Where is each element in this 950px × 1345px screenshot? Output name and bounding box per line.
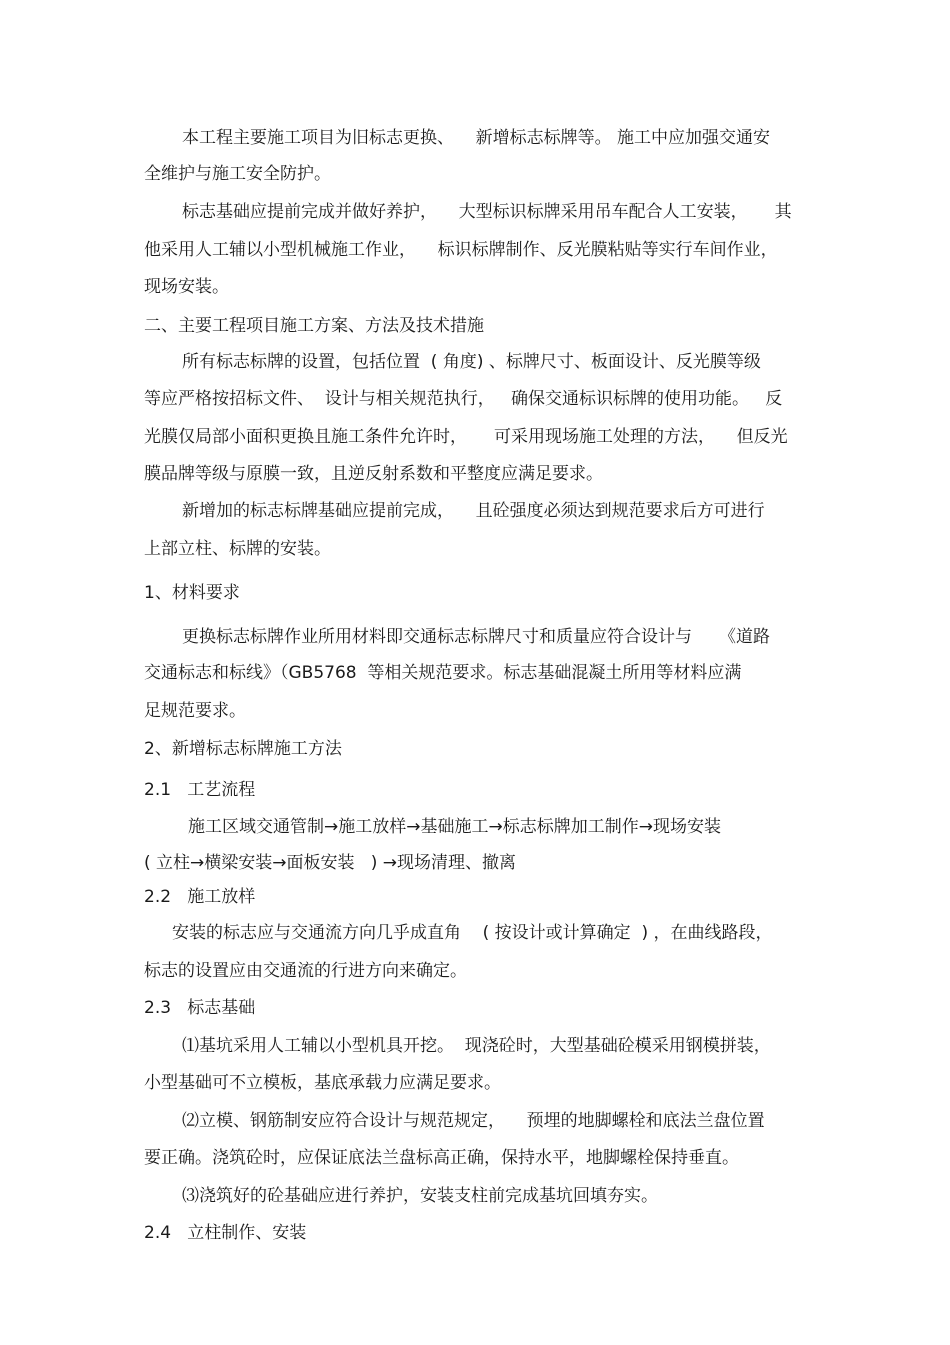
paragraph-line: 等应严格按招标文件、 设计与相关规范执行， 确保交通标识标牌的使用功能。 反 bbox=[144, 389, 783, 409]
paragraph-line: 膜品牌等级与原膜一致，且逆反射系数和平整度应满足要求。 bbox=[144, 464, 603, 484]
paragraph-line: 施工区域交通管制→施工放样→基础施工→标志标牌加工制作→现场安装 bbox=[188, 817, 721, 837]
subsection-heading: 2.4 立柱制作、安装 bbox=[144, 1223, 307, 1243]
paragraph-line: 要正确。浇筑砼时，应保证底法兰盘标高正确，保持水平，地脚螺栓保持垂直。 bbox=[144, 1148, 739, 1168]
paragraph-line: 全维护与施工安全防护。 bbox=[144, 164, 331, 184]
paragraph-line: 足规范要求。 bbox=[144, 701, 246, 721]
paragraph-line: 交通标志和标线》（GB5768 等相关规范要求。标志基础混凝土所用等材料应满 bbox=[144, 663, 742, 683]
paragraph-line: ⑴基坑采用人工辅以小型机具开挖。 现浇砼时，大型基础砼模采用钢模拼装， bbox=[182, 1036, 771, 1056]
paragraph-line: 标志的设置应由交通流的行进方向来确定。 bbox=[144, 961, 467, 981]
section-heading: 1、材料要求 bbox=[144, 583, 240, 603]
paragraph-line: ( 立柱→横梁安装→面板安装 ) →现场清理、撤离 bbox=[144, 853, 517, 873]
section-heading: 2、新增标志标牌施工方法 bbox=[144, 739, 342, 759]
paragraph-line: 小型基础可不立模板，基底承载力应满足要求。 bbox=[144, 1073, 501, 1093]
subsection-heading: 2.3 标志基础 bbox=[144, 998, 256, 1018]
subsection-heading: 2.2 施工放样 bbox=[144, 887, 256, 907]
paragraph-line: 所有标志标牌的设置，包括位置 ( 角度) 、标牌尺寸、板面设计、反光膜等级 bbox=[182, 352, 761, 372]
paragraph-line: ⑵立模、钢筋制安应符合设计与规范规定， 预埋的地脚螺栓和底法兰盘位置 bbox=[182, 1111, 765, 1131]
paragraph-line: 标志基础应提前完成并做好养护， 大型标识标牌采用吊车配合人工安装， 其 bbox=[182, 202, 792, 222]
paragraph-line: 上部立柱、标牌的安装。 bbox=[144, 539, 331, 559]
subsection-heading: 2.1 工艺流程 bbox=[144, 780, 256, 800]
paragraph-line: 更换标志标牌作业所用材料即交通标志标牌尺寸和质量应符合设计与 《道路 bbox=[182, 627, 771, 647]
paragraph-line: 现场安装。 bbox=[144, 277, 229, 297]
paragraph-line: ⑶浇筑好的砼基础应进行养护，安装支柱前完成基坑回填夯实。 bbox=[182, 1186, 658, 1206]
paragraph-line: 安装的标志应与交通流方向几乎成直角 ( 按设计或计算确定 ) ，在曲线路段， bbox=[172, 923, 773, 943]
paragraph-line: 新增加的标志标牌基础应提前完成， 且砼强度必须达到规范要求后方可进行 bbox=[182, 501, 765, 521]
paragraph-line: 他采用人工辅以小型机械施工作业， 标识标牌制作、反光膜粘贴等实行车间作业， bbox=[144, 240, 778, 260]
section-heading: 二、主要工程项目施工方案、方法及技术措施 bbox=[144, 316, 484, 336]
paragraph-line: 本工程主要施工项目为旧标志更换、 新增标志标牌等。 施工中应加强交通安 bbox=[182, 128, 771, 148]
paragraph-line: 光膜仅局部小面积更换且施工条件允许时， 可采用现场施工处理的方法， 但反光 bbox=[144, 427, 788, 447]
